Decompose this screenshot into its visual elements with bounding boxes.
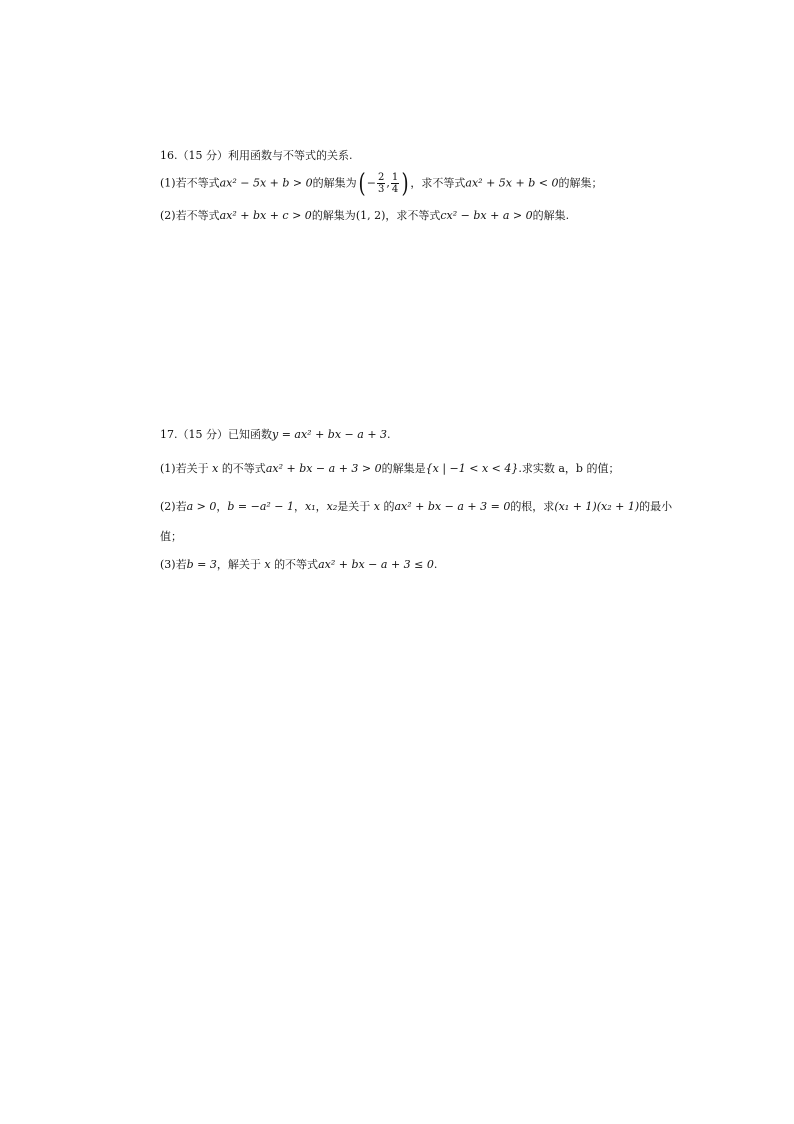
question-17-part-2 [160, 497, 672, 517]
frac2-numerator: 1 [391, 172, 399, 183]
q17-p1-inequality: ax² + bx − a + 3 > 0 [265, 462, 382, 475]
q17-p2-expression: (x₁ + 1)(x₂ + 1) [554, 500, 640, 513]
q16-p2-mid2: ，求不等式 [385, 209, 441, 222]
question-17-part-1 [160, 459, 619, 479]
q16-p1-right-paren: ) [401, 168, 409, 199]
q17-p1-prefix: (1)若关于 [160, 462, 209, 475]
q17-function: y = ax² + bx − a + 3 [272, 428, 388, 441]
q17-p2-mid2: 的 [383, 500, 395, 513]
q16-p2-mid: 的解集为 [311, 209, 356, 222]
q16-p2-suffix: 的解集. [532, 209, 570, 222]
q16-p1-mid: 的解集为 [312, 176, 357, 190]
question-16-header [160, 146, 352, 166]
q17-p3-inequality: ax² + bx − a + 3 ≤ 0 [318, 558, 434, 571]
q17-header-suffix: . [387, 428, 391, 441]
q16-p1-inequality-2: ax² + 5x + b < 0 [465, 176, 559, 190]
q17-p1-mid2: 的解集是 [381, 462, 426, 475]
q16-p1-suffix: 的解集； [558, 176, 603, 190]
question-16-title: 16.（15 分）利用函数与不等式的关系. [160, 149, 353, 162]
q17-p3-suffix: . [433, 558, 438, 571]
q16-p2-inequality-2: cx² − bx + a > 0 [440, 209, 533, 222]
q16-p1-minus: − [366, 176, 377, 190]
q17-p2-suffix: 的最小 [639, 500, 673, 513]
q17-p2-x1: x₁ [305, 500, 316, 513]
q17-p3-mid2: 的不等式 [274, 558, 319, 571]
q16-p1-left-paren: ( [358, 168, 366, 199]
q16-p1-fraction-2 [391, 172, 399, 195]
q17-header-prefix: 17.（15 分）已知函数 [160, 428, 272, 441]
question-16-part-1 [160, 168, 603, 199]
frac1-denominator: 3 [378, 184, 385, 195]
question-16-part-2 [160, 206, 569, 226]
q17-p2-mid3: 的根，求 [510, 500, 555, 513]
q17-p2-condition-1: a > 0 [186, 500, 217, 513]
q16-p1-mid2: ，求不等式 [410, 176, 466, 190]
q17-p2-x2: x₂ [326, 500, 338, 513]
q17-p2-equation: ax² + bx − a + 3 = 0 [394, 500, 511, 513]
question-17-part-2-continuation [160, 527, 182, 547]
q17-p3-prefix: (3)若 [160, 558, 187, 571]
frac1-numerator: 2 [378, 172, 385, 183]
question-17-header [160, 425, 391, 445]
q16-p2-interval: (1, 2) [355, 209, 386, 222]
q16-p1-fraction-1 [377, 172, 385, 195]
question-17-part-3 [160, 555, 437, 575]
q17-p2-continuation: 值； [160, 530, 182, 543]
q17-p2-mid: 是关于 [337, 500, 371, 513]
q17-p2-sep1: ， [216, 500, 228, 513]
q17-p2-condition-2: b = −a² − 1 [227, 500, 295, 513]
q17-p1-suffix: .求实数 a，b 的值； [518, 462, 620, 475]
q17-p1-mid: 的不等式 [221, 462, 266, 475]
q16-p1-comma: , [386, 176, 390, 190]
q17-p2-var: x [373, 500, 380, 513]
q17-p3-condition: b = 3 [186, 558, 217, 571]
q17-p3-var: x [264, 558, 271, 571]
frac2-denominator: 4 [391, 184, 399, 195]
q17-p2-prefix: (2)若 [160, 500, 187, 513]
q16-p1-prefix: (1)若不等式 [160, 176, 220, 190]
q17-p1-var: x [212, 462, 219, 475]
q17-p2-sep3: ， [315, 500, 327, 513]
q16-p2-inequality-1: ax² + bx + c > 0 [219, 209, 312, 222]
q17-p1-solution-set: {x | −1 < x < 4} [425, 462, 519, 475]
q17-p3-mid: ，解关于 [216, 558, 261, 571]
q17-p2-sep2: ， [294, 500, 306, 513]
q16-p1-inequality-1: ax² − 5x + b > 0 [219, 176, 313, 190]
q16-p2-prefix: (2)若不等式 [160, 209, 220, 222]
